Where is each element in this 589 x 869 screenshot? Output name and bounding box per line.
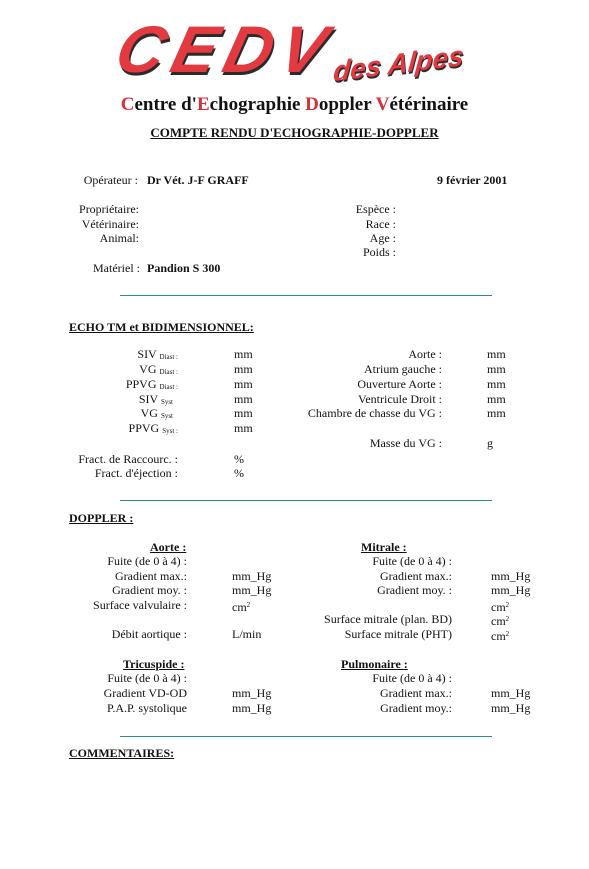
fract-raccourc-unit: % [234, 452, 244, 466]
mitrale-row-label: Gradient moy. : [377, 583, 452, 597]
tricuspide-row-unit: mm_Hg [232, 686, 272, 700]
echo-left-unit: mm [234, 377, 253, 391]
echo-left-label: VG $_{Diast :}$ [139, 362, 178, 376]
pulmonaire-row-label: Gradient max.: [380, 686, 452, 700]
echo-right-unit: mm [487, 362, 506, 376]
center-name-d: D [305, 94, 319, 115]
echo-left-label: SIV $_{Diast :}$ [137, 347, 178, 361]
pulmonaire-title: Pulmonaire : [341, 657, 408, 671]
logo-main-text: CEDV [108, 12, 343, 86]
echo-left-label: PPVG $_{Diast :}$ [125, 377, 178, 391]
tricuspide-row-label: Gradient VD-OD [103, 686, 187, 700]
aorte-row-unit: mm_Hg [232, 583, 272, 597]
tricuspide-row-label: Fuite (de 0 à 4) : [107, 671, 187, 685]
tricuspide-row-label: P.A.P. systolique [106, 701, 187, 715]
species-label: Espèce : [355, 202, 396, 216]
center-name-c: C [120, 94, 135, 115]
divider [120, 295, 492, 296]
aorte-row-unit: L/min [232, 627, 262, 641]
fract-ejection-unit: % [234, 466, 244, 480]
mitrale-row-label: Fuite (de 0 à 4) : [372, 554, 452, 568]
aorte-row-label: Gradient max.: [115, 569, 187, 583]
center-name-part: entre d' [134, 94, 197, 115]
mitrale-title: Mitrale : [361, 540, 407, 554]
aorte-row-label: Débit aortique : [111, 627, 187, 641]
material-value: Pandion S 300 [147, 261, 221, 275]
logo-suffix-text: des Alpes [332, 39, 466, 88]
echo-left-label: SIV $_{Syst}$ [138, 392, 173, 406]
center-name-part: oppler [318, 94, 376, 115]
mitrale-row-unit: $cm^2$ [491, 600, 510, 614]
mitrale-row-label: Surface mitrale (PHT) [344, 627, 452, 641]
echo-right-label: Ventricule Droit : [358, 392, 442, 406]
fract-raccourc-label: Fract. de Raccourc. : [78, 452, 178, 466]
aorte-row-label: Gradient moy. : [112, 583, 187, 597]
mitrale-row-label: Surface mitrale (plan. BD) [324, 612, 452, 626]
operator-value: Dr Vét. J-F GRAFF [147, 173, 249, 187]
lv-mass-label: Masse du VG : [369, 436, 442, 450]
pulmonaire-row-label: Fuite (de 0 à 4) : [372, 671, 452, 685]
center-name-part: étérinaire [389, 94, 469, 115]
divider [120, 736, 492, 737]
echo-right-unit: mm [487, 406, 506, 420]
operator-label: Opérateur : [83, 173, 138, 187]
fract-ejection-label: Fract. d'éjection : [94, 466, 178, 480]
center-name-v: V [375, 94, 390, 115]
aorte-title: Aorte : [150, 540, 187, 554]
echo-left-label: VG $_{Syst}$ [140, 406, 173, 420]
mitrale-row-label: Gradient max.: [380, 569, 452, 583]
echo-right-label: Atrium gauche : [364, 362, 442, 376]
material-label: Matériel : [93, 261, 140, 275]
echo-right-unit: mm [487, 392, 506, 406]
doppler-section-title: DOPPLER : [69, 511, 134, 525]
tricuspide-row-unit: mm_Hg [232, 701, 272, 715]
report-date: 9 février 2001 [437, 173, 508, 187]
pulmonaire-row-unit: mm_Hg [491, 686, 531, 700]
aorte-row-label: Surface valvulaire : [93, 598, 187, 612]
lv-mass-unit: g [487, 436, 493, 450]
cedv-logo [108, 12, 478, 100]
echo-right-unit: mm [487, 347, 506, 361]
comments-title: COMMENTAIRES: [69, 746, 175, 760]
echo-left-unit: mm [234, 347, 253, 361]
echo-section-title: ECHO TM et BIDIMENSIONNEL: [69, 320, 254, 334]
aorte-row-unit: mm_Hg [232, 569, 272, 583]
center-name-part: chographie [209, 94, 306, 115]
pulmonaire-row-label: Gradient moy.: [380, 701, 452, 715]
echo-left-unit: mm [234, 421, 253, 435]
owner-label: Propriétaire: [79, 202, 139, 216]
vet-label: Vétérinaire: [81, 217, 139, 231]
mitrale-row-unit: $cm^2$ [491, 614, 510, 628]
divider [120, 500, 492, 501]
tricuspide-title: Tricuspide : [123, 657, 185, 671]
animal-label: Animal: [99, 231, 139, 245]
center-name [0, 94, 589, 116]
echo-left-unit: mm [234, 392, 253, 406]
aorte-row-label: Fuite (de 0 à 4) : [107, 554, 187, 568]
echo-left-label: PPVG $_{Syst :}$ [128, 421, 178, 435]
echo-right-label: Ouverture Aorte : [357, 377, 442, 391]
weight-label: Poids : [362, 245, 396, 259]
echo-right-label: Aorte : [408, 347, 442, 361]
mitrale-row-unit: $cm^2$ [491, 629, 510, 643]
report-title: COMPTE RENDU D'ECHOGRAPHIE-DOPPLER [150, 125, 439, 140]
echo-right-unit: mm [487, 377, 506, 391]
echo-left-unit: mm [234, 406, 253, 420]
aorte-row-unit: $cm^2$ [232, 600, 251, 614]
pulmonaire-row-unit: mm_Hg [491, 701, 531, 715]
echo-left-unit: mm [234, 362, 253, 376]
center-name-e: E [196, 94, 210, 115]
echo-right-label: Chambre de chasse du VG : [307, 406, 442, 420]
mitrale-row-unit: mm_Hg [491, 569, 531, 583]
age-label: Age : [369, 231, 396, 245]
breed-label: Race : [365, 217, 396, 231]
mitrale-row-unit: mm_Hg [491, 583, 531, 597]
